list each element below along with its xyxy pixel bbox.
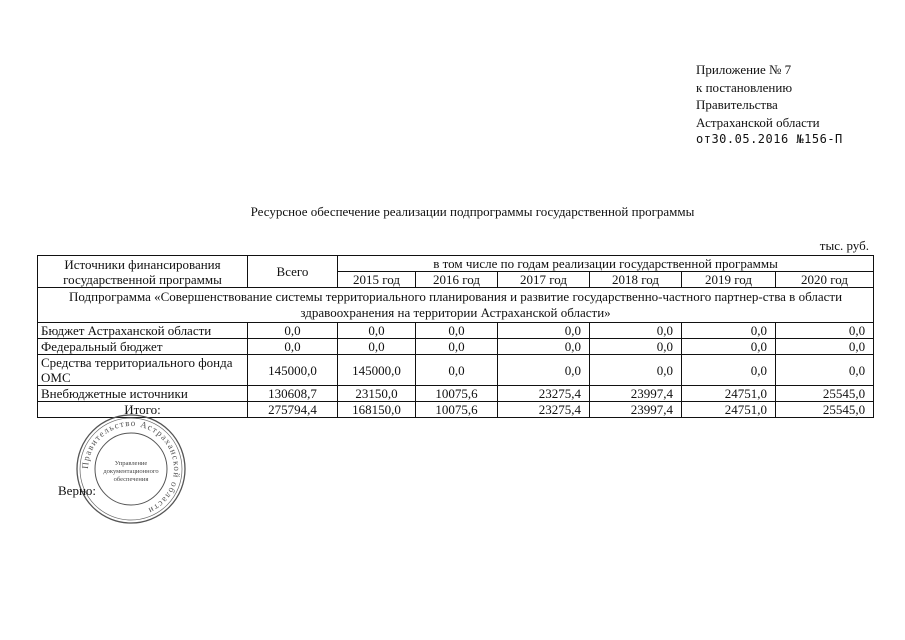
row-value: 23150,0	[338, 386, 416, 402]
row-value: 0,0	[498, 323, 590, 339]
header-sources: Источники финансирования государственной программы	[38, 256, 248, 288]
row-total: 0,0	[248, 339, 338, 355]
row-value: 0,0	[776, 339, 874, 355]
table-row	[38, 323, 874, 339]
header-year: 2018 год	[590, 272, 682, 288]
row-total: 130608,7	[248, 386, 338, 402]
subprogram-title: Подпрограмма «Совершенствование системы территориального планирования и развитие государственно-частного партнер-ства в области здравоохранения на территории Астраханской области»	[38, 288, 874, 323]
stamp-center-line: Управление	[114, 460, 148, 467]
header-year: 2016 год	[416, 272, 498, 288]
row-value: 0,0	[416, 355, 498, 386]
total-value: 25545,0	[776, 402, 874, 418]
resources-table	[37, 255, 874, 418]
total-value: 10075,6	[416, 402, 498, 418]
document-title: Ресурсное обеспечение реализации подпрограммы государственной программы	[250, 204, 695, 219]
total-label: Итого:	[38, 402, 248, 418]
total-value: 24751,0	[682, 402, 776, 418]
appendix-block	[696, 61, 843, 149]
header-year: 2020 год	[776, 272, 874, 288]
stamp-center-line: обеспечения	[113, 476, 149, 483]
header-year: 2019 год	[682, 272, 776, 288]
row-value: 10075,6	[416, 386, 498, 402]
row-total: 145000,0	[248, 355, 338, 386]
row-value: 0,0	[682, 339, 776, 355]
row-value: 0,0	[338, 323, 416, 339]
header-total: Всего	[248, 256, 338, 288]
row-label: Внебюджетные источники	[38, 386, 248, 402]
table-row	[38, 386, 874, 402]
official-stamp	[75, 413, 187, 525]
stamp-center-line: документационного	[103, 468, 159, 475]
row-value: 0,0	[682, 323, 776, 339]
row-value: 25545,0	[776, 386, 874, 402]
appendix-resolution-line: от30.05.2016 №156-П	[696, 132, 843, 146]
appendix-line: к постановлению	[696, 79, 793, 95]
row-value: 0,0	[590, 323, 682, 339]
header-year: 2015 год	[338, 272, 416, 288]
row-value: 0,0	[590, 339, 682, 355]
row-value: 0,0	[776, 355, 874, 386]
row-value: 0,0	[776, 323, 874, 339]
units-label: тыс. руб.	[819, 238, 869, 253]
table-row	[38, 355, 874, 386]
row-value: 0,0	[416, 323, 498, 339]
subprogram-row	[38, 288, 874, 323]
row-value: 0,0	[498, 355, 590, 386]
header-year: 2017 год	[498, 272, 590, 288]
row-value: 145000,0	[338, 355, 416, 386]
appendix-line: Правительства	[696, 97, 778, 112]
row-value: 0,0	[338, 339, 416, 355]
total-value: 168150,0	[338, 402, 416, 418]
header-by-years: в том числе по годам реализации государственной программы	[338, 256, 874, 272]
total-value: 23997,4	[590, 402, 682, 418]
row-label: Федеральный бюджет	[38, 339, 248, 355]
appendix-line: Астраханской области	[696, 114, 820, 130]
row-value: 0,0	[416, 339, 498, 355]
row-value: 0,0	[682, 355, 776, 386]
appendix-line: Приложение № 7	[696, 62, 792, 77]
row-value: 0,0	[498, 339, 590, 355]
row-value: 23275,4	[498, 386, 590, 402]
stamp-ring-text: Правительство Астраханской области	[79, 417, 183, 517]
row-label: Средства территориального фонда ОМС	[38, 355, 248, 386]
total-value: 23275,4	[498, 402, 590, 418]
table-row	[38, 339, 874, 355]
row-value: 23997,4	[590, 386, 682, 402]
table-header-row	[38, 256, 874, 272]
total-sum: 275794,4	[248, 402, 338, 418]
row-label: Бюджет Астраханской области	[38, 323, 248, 339]
row-total: 0,0	[248, 323, 338, 339]
row-value: 24751,0	[682, 386, 776, 402]
verno-label: Верно:	[58, 483, 97, 498]
row-value: 0,0	[590, 355, 682, 386]
